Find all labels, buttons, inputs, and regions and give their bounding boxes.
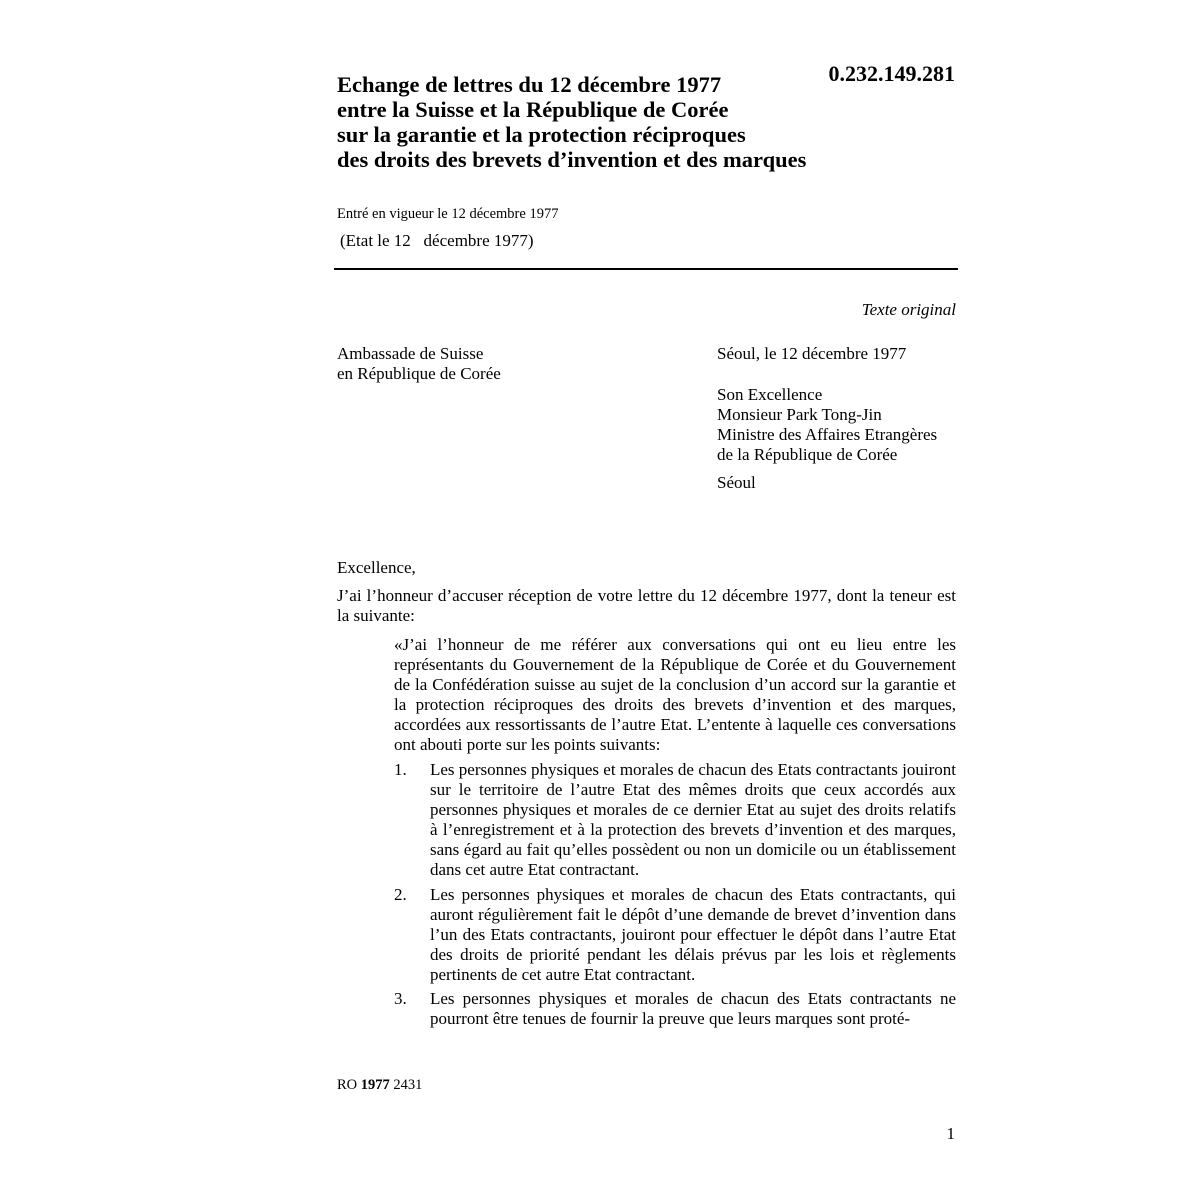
item-number: 3.: [394, 989, 407, 1009]
title-line: entre la Suisse et la République de Corée: [337, 97, 729, 122]
item-text: Les personnes physiques et morales de chacun des Etats contractants jouiront sur le territoire de l’autre Etat des mêmes droits que ceux accordés aux personnes physiques et morales de ce dernier Etat au sujet des droits relatifs à l’enregistrement et à la protection des brevets d’invention et des marques, sans égard au fait qu’elles possèdent ou non un domicile ou un établissement dans cet autre Etat contractant.: [430, 760, 956, 880]
sender-line: Ambassade de Suisse: [337, 344, 484, 363]
title-line: sur la garantie et la protection réciproques: [337, 122, 746, 147]
salutation: Excellence,: [337, 558, 416, 577]
numbered-points: [394, 760, 956, 1033]
title-line: Echange de lettres du 12 décembre 1977: [337, 72, 722, 97]
sender-address: [337, 344, 501, 384]
item-number: 1.: [394, 760, 407, 779]
list-item: [394, 885, 956, 985]
item-text: Les personnes physiques et morales de chacun des Etats contractants ne pourront être tenues de fournir la preuve que leurs marques sont proté-: [430, 989, 956, 1029]
recipient-line: Son Excellence: [717, 385, 823, 404]
sender-line: en République de Corée: [337, 364, 501, 383]
item-text: Les personnes physiques et morales de chacun des Etats contractants, qui auront régulièrement fait le dépôt d’une demande de brevet d’invention dans l’un des Etats contractants, jouiront pour effectuer le dépôt dans l’autre Etat des droits de priorité pendant les délais prévus par les lois et règlements pertinents de cet autre Etat contractant.: [430, 884, 956, 984]
intro-paragraph: J’ai l’honneur d’accuser réception de votre lettre du 12 décembre 1977, dont la teneur est la suivante:: [337, 586, 956, 625]
recipient-line: Ministre des Affaires Etrangères: [717, 425, 938, 444]
recipient-city: Séoul: [717, 473, 756, 492]
ro-year: 1977: [360, 1077, 390, 1093]
list-item: [394, 989, 956, 1029]
in-force-date: Entré en vigueur le 12 décembre 1977: [337, 206, 559, 222]
recipient-line: Monsieur Park Tong-Jin: [717, 405, 882, 424]
recipient-address: [717, 385, 937, 465]
place-date: Séoul, le 12 décembre 1977: [717, 344, 907, 363]
recipient-line: de la République de Corée: [717, 445, 898, 464]
document-title: [337, 72, 877, 172]
quoted-letter-intro: «J’ai l’honneur de me référer aux conversations qui ont eu lieu entre les représentants du Gouvernement de la République de Corée et du Gouvernement de la Confédération suisse au sujet de la conclusion d’un accord sur la garantie et la protection réciproques des droits des brevets d’invention et des marques, accordées aux ressortissants de l’autre Etat. L’entente à laquelle ces conversations ont abouti porte sur les points suivants:: [394, 635, 956, 755]
state-date: (Etat le 12 décembre 1977): [340, 231, 534, 250]
ro-prefix: RO: [337, 1077, 358, 1093]
official-collection-reference: [337, 1076, 422, 1094]
sr-number: 0.232.149.281: [828, 61, 955, 86]
page-number: 1: [946, 1124, 955, 1143]
list-item: [394, 760, 956, 881]
item-number: 2.: [394, 884, 407, 904]
ro-page: 2431: [393, 1077, 423, 1093]
header-divider: [334, 268, 958, 270]
original-text-label: Texte original: [861, 300, 956, 319]
title-line: des droits des brevets d’invention et des marques: [337, 147, 807, 172]
